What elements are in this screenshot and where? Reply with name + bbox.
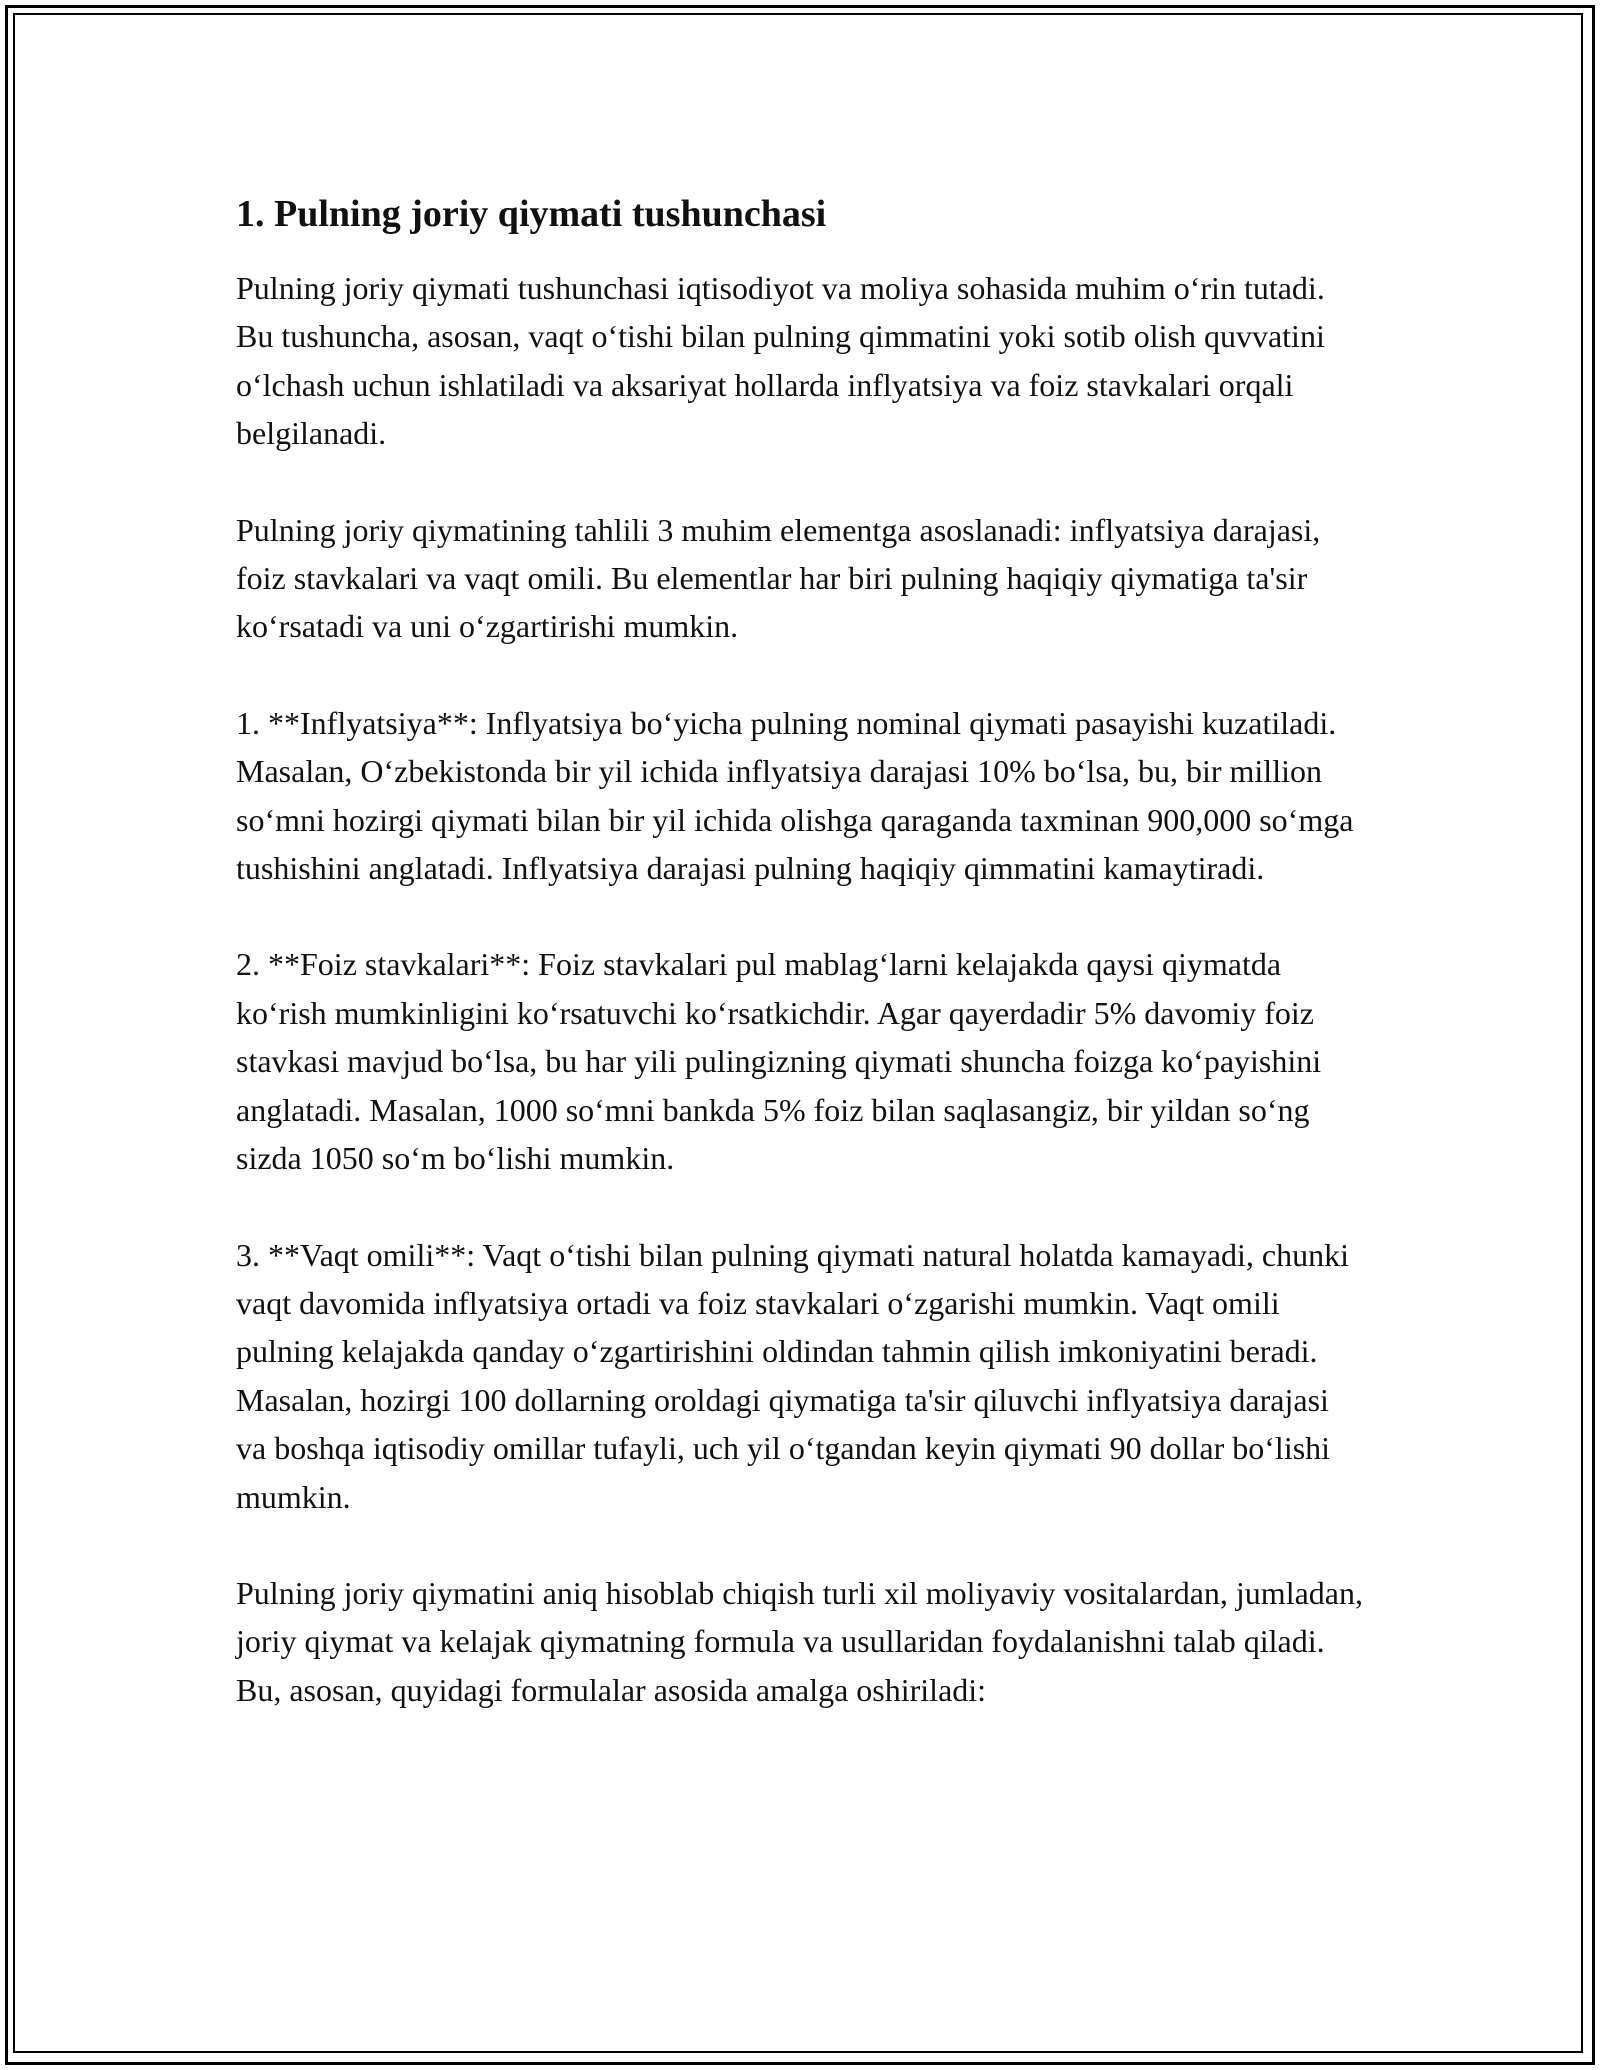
paragraph-interest-rates: 2. **Foiz stavkalari**: Foiz stavkalari pul mablag‘larni kelajakda qaysi qiymatda ko‘rish mumkinligini ko‘rsatuvchi ko‘rsatkichdir. Agar qayerdadir 5% davomiy foiz stavkasi mavjud bo‘lsa, bu har yili pulingizning qiymati shuncha foizga ko‘payishini anglatadi. Masalan, 1000 so‘mni bankda 5% foiz bilan saqlasangiz, bir yildan so‘ng sizda 1050 so‘m bo‘lishi mumkin. [236, 946, 1322, 1177]
paragraph-intro: Pulning joriy qiymati tushunchasi iqtisodiyot va moliya sohasida muhim o‘rin tutadi. Bu tushuncha, asosan, vaqt o‘tishi bilan pulning qimmatini yoki sotib olish quvvatini o‘lchash uchun ishlatiladi va aksariyat hollarda inflyatsiya va foiz stavkalari orqali belgilanadi. [236, 270, 1325, 452]
paragraph-inflation: 1. **Inflyatsiya**: Inflyatsiya bo‘yicha pulning nominal qiymati pasayishi kuzatiladi. Masalan, O‘zbekistonda bir yil ichida inflyatsiya darajasi 10% bo‘lsa, bu, bir million so‘mni hozirgi qiymati bilan bir yil ichida olishga qaraganda taxminan 900,000 so‘mga tushishini anglatadi. Inflyatsiya darajasi pulning haqiqiy qimmatini kamaytiradi. [236, 704, 1354, 887]
paragraph-calculation: Pulning joriy qiymatini aniq hisoblab chiqish turli xil moliyaviy vositalardan, jumladan, joriy qiymat va kelajak qiymatning formula va usullaridan foydalanishni talab qiladi. Bu, asosan, quyidagi formulalar asosida amalga oshiriladi: [236, 1574, 1363, 1708]
section-heading: 1. Pulning joriy qiymati tushunchasi [236, 193, 827, 235]
document-body [236, 186, 1366, 1714]
paragraph-time-factor: 3. **Vaqt omili**: Vaqt o‘tishi bilan pulning qiymati natural holatda kamayadi, chunki vaqt davomida inflyatsiya ortadi va foiz stavkalari o‘zgarishi mumkin. Vaqt omili pulning kelajakda qanday o‘zgartirishini oldindan tahmin qilish imkoniyatini beradi. Masalan, hozirgi 100 dollarning oroldagi qiymatiga ta'sir qiluvchi inflyatsiya darajasi va boshqa iqtisodiy omillar tufayli, uch yil o‘tgandan keyin qiymati 90 dollar bo‘lishi mumkin. [236, 1236, 1350, 1515]
paragraph-elements: Pulning joriy qiymatining tahlili 3 muhim elementga asoslanadi: inflyatsiya darajasi, foiz stavkalari va vaqt omili. Bu elementlar har biri pulning haqiqiy qiymatiga ta'sir ko‘rsatadi va uni o‘zgartirishi mumkin. [236, 511, 1321, 645]
